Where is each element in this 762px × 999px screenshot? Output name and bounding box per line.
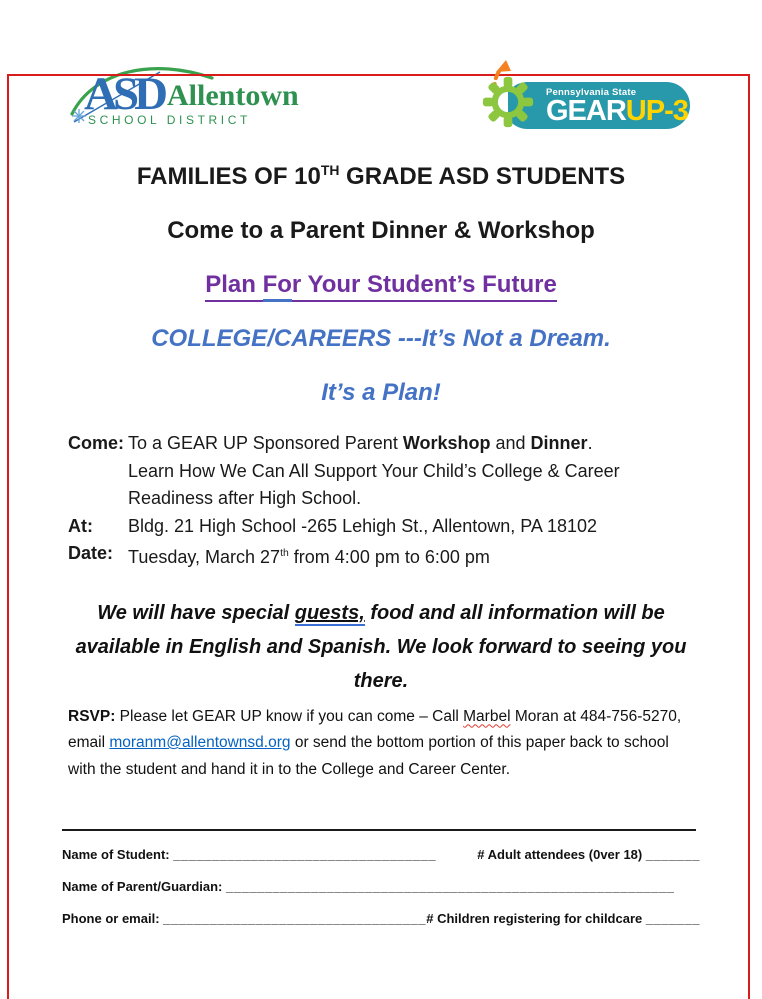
ordinal-superscript: th: [280, 548, 289, 559]
date-text: Tuesday, March 27th from 4:00 pm to 6:00 pm: [128, 547, 490, 567]
guests-underlined: guests,: [294, 601, 365, 624]
heading-families: FAMILIES OF 10TH GRADE ASD STUDENTS: [136, 162, 626, 190]
heading-invite: Come to a Parent Dinner & Workshop: [167, 217, 595, 244]
come-line3: Readiness after High School.: [128, 488, 362, 508]
children-childcare-label: # Children registering for childcare: [426, 911, 643, 926]
parent-name-label: Name of Parent/Guardian:: [62, 879, 223, 894]
event-details: [0, 430, 762, 572]
form-row-student: [62, 846, 700, 863]
spellcheck-word: Marbel: [463, 707, 511, 725]
logo-row: [0, 64, 762, 138]
come-row: Come: To a GEAR UP Sponsored Parent Workshop and Dinner.: [68, 430, 692, 458]
at-label: At:: [68, 515, 93, 536]
gear-icon: [480, 74, 536, 130]
asd-name: Allentown: [167, 79, 299, 112]
heading-its-a-plan: It’s a Plan!: [321, 379, 441, 406]
form-row-parent: [62, 878, 700, 895]
parent-name-blank: __________________________________________________________: [226, 879, 675, 894]
gearup-state-text: Pennsylvania State: [546, 86, 637, 98]
at-text: Bldg. 21 High School -265 Lehigh St., Allentown, PA 18102: [128, 515, 597, 536]
highlight-paragraph: We will have special guests, food and all information will be available in English and Spanish. We look forward to seeing you there.: [75, 601, 687, 692]
come-label: Come:: [68, 433, 125, 453]
gearup-gear-text: GEAR: [546, 94, 626, 127]
headings-block: [0, 154, 762, 409]
ordinal-superscript: TH: [320, 162, 340, 178]
phone-email-label: Phone or email:: [62, 911, 160, 926]
at-row: [68, 513, 692, 541]
email-link[interactable]: moranm@allentownsd.org: [109, 734, 291, 751]
heading-plan-future: Plan For Your Student’s Future: [0, 268, 762, 301]
heading-college-careers: COLLEGE/CAREERS ---It’s Not a Dream.: [151, 325, 611, 352]
student-name-blank: __________________________________: [173, 847, 437, 862]
date-label: Date:: [68, 543, 114, 563]
children-childcare-blank: _______: [645, 911, 700, 926]
rsvp-paragraph: RSVP: Please let GEAR UP know if you can come – Call Marbel Moran at 484-756-5270, email moranm@allentownsd.org or send the bottom portion of this paper back to school with the student and hand it in to the College and Career Center.: [68, 707, 682, 778]
adult-attendees-blank: _______: [645, 847, 700, 862]
registration-form: [0, 846, 762, 927]
student-name-label: Name of Student:: [62, 847, 170, 862]
tear-off-separator: [62, 829, 696, 831]
form-row-phone: [62, 910, 700, 927]
phone-email-blank: __________________________________: [163, 911, 426, 926]
rsvp-label: RSVP:: [68, 707, 116, 725]
come-line2: Learn How We Can All Support Your Child’s College & Career: [128, 460, 620, 481]
asd-school-district-logo: [66, 64, 318, 128]
gearup-up-text: UP-3: [625, 94, 688, 127]
gearup-logo: [480, 64, 692, 136]
date-row: [68, 540, 692, 572]
asd-logo-graphic: [66, 64, 318, 128]
asd-acronym: ASD: [84, 68, 164, 120]
adult-attendees-label: # Adult attendees (0ver 18): [477, 847, 643, 862]
asd-tagline: SCHOOL DISTRICT: [88, 113, 251, 127]
